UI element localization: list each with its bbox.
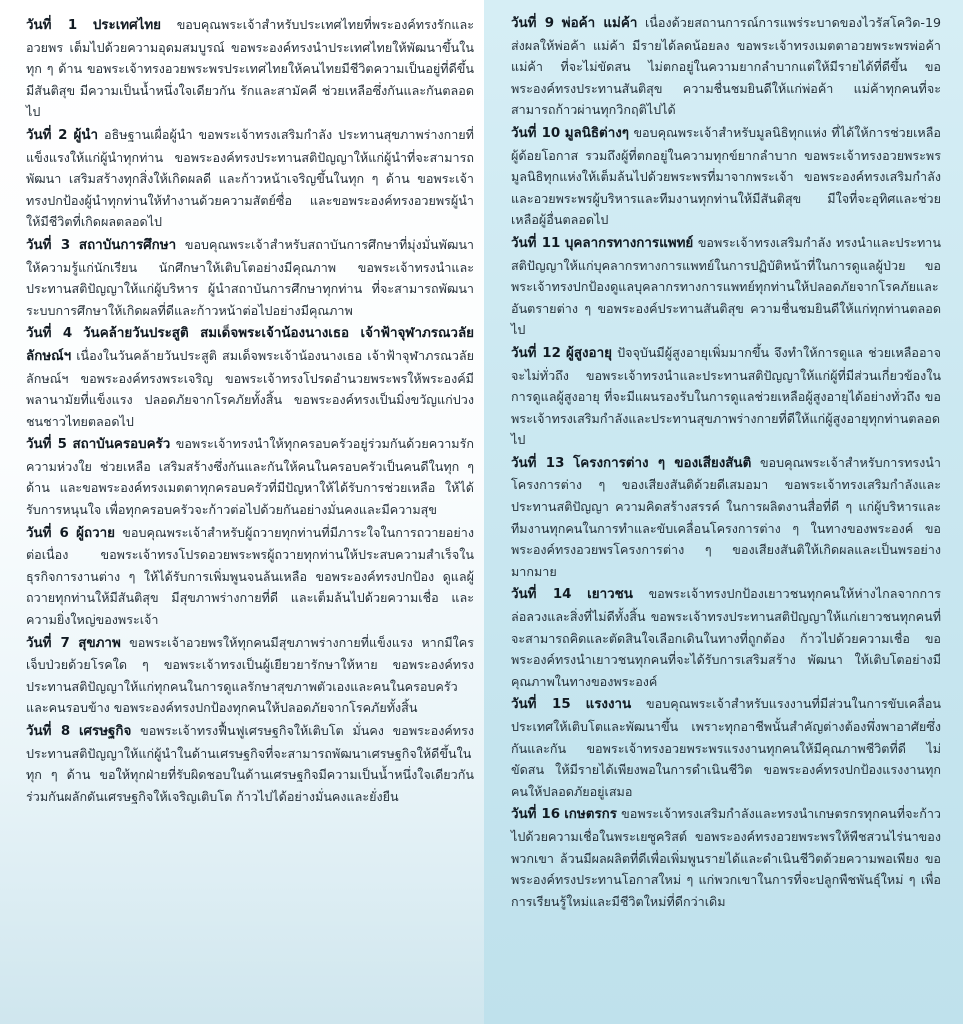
day-title: เกษตรกร [564, 807, 617, 823]
entry-text: ขอบคุณพระเจ้าสำหรับแรงงานที่มีส่วนในการขับเคลื่อนประเทศให้เติบโตและพัฒนาขึ้น เพราะทุกอาชีพนั้นสำคัญต่างต้องพึ่งพาอาศัยซึ่งกันและกัน ขอพระเจ้าทรงอวยพระพรแรงงานทุกคนให้มีคุณภาพชีวิตที่ดี ไม่ขัดสน ให้มีรายได้เพียงพอในการดำเนินชีวิต ขอพระองค์ทรงปกป้องแรงงานทุกคนให้ปลอดภัยอยู่เสมอ [511, 696, 941, 799]
prayer-entry-day-16 [511, 803, 941, 912]
day-title: เศรษฐกิจ [78, 724, 132, 739]
day-title: วันคล้ายวันประสูติ สมเด็จพระเจ้าน้องนางเธอ เจ้าฟ้าจุฬาภรณวลัยลักษณ์ฯ [26, 326, 474, 364]
entry-text: ขอบคุณพระเจ้าสำหรับการทรงนำโครงการต่าง ๆ ของเสียงสันติด้วยดีเสมอมา ขอพระเจ้าทรงเสริมกำลังและประทานสติปัญญา ความคิดสร้างสรรค์ ในการผลิตงานสื่อที่ดี ๆ แก่ผู้บริหารและทีมงานทุกคนในการทำและขับเคลื่อนโครงการต่าง ๆ ในทางของพระองค์ ขอพระองค์ทรงอวยพรโครงการต่าง ๆ ของเสียงสันติให้เกิดผลและเป็นพรอย่างมากมาย [511, 454, 941, 579]
day-title: บุคลากรทางการแพทย์ [564, 235, 694, 251]
day-title: สถาบันครอบครัว [72, 437, 171, 453]
prayer-entry-day-7 [26, 632, 474, 719]
day-label: วันที่ 15 [511, 697, 571, 713]
day-title: เยาวชน [587, 587, 633, 603]
day-title: ผู้ถวาย [76, 525, 115, 541]
prayer-entry-day-6 [26, 522, 474, 631]
day-label: วันที่ 7 [26, 635, 70, 651]
day-title: โครงการต่าง ๆ ของเสียงสันติ [573, 455, 752, 471]
entry-text: ขอพระเจ้าทรงเสริมกำลังและทรงนำเกษตรกรทุกคนที่จะก้าวไปด้วยความเชื่อในพระเยซูคริสต์ ขอพระองค์ทรงอวยพระพรให้พืชสวนไร่นาของพวกเขา ล้วนมีผลผลิตที่ดีเพื่อเพิ่มพูนรายได้และดำเนินชีวิตด้วยความพอเพียง ขอพระองค์ทรงประทานโอกาสใหม่ ๆ แก่พวกเขาในการที่จะปลูกพืชพันธุ์ใหม่ ๆ เพื่อการเรียนรู้ใหม่และมีชีวิตใหม่ที่ดีกว่าเดิม [511, 806, 941, 909]
prayer-entry-day-1 [26, 14, 474, 123]
day-title: แรงงาน [585, 697, 632, 713]
entry-text: ปัจจุบันมีผู้สูงอายุเพิ่มมากขึ้น จึงทำให้การดูแล ช่วยเหลืออาจจะไม่ทั่วถึง ขอพระเจ้าทรงนำและประทานสติปัญญาให้แก่ผู้ที่มีส่วนเกี่ยวข้องในการดูแลผู้สูงอายุ ที่จะมีแผนรองรับในการดูแลช่วยเหลือผู้สูงอายุได้อย่างทั่วถึง ขอพระเจ้าทรงเสริมกำลังและประทานสุขภาพร่างกายที่ดีให้แก่ผู้สูงอายุทุกท่านตลอดไป [511, 344, 942, 448]
entry-text: เนื่องด้วยสถานการณ์การแพร่ระบาดของไวรัสโควิด-19 ส่งผลให้พ่อค้า แม่ค้า มีรายได้ลดน้อยลง ขอพระเจ้าทรงเมตตาอวยพระพรพ่อค้า แม่ค้า ที่จะไม่ขัดสน ไม่ตกอยู่ในความยากลำบากแต่ให้มีรายได้ที่ดีขึ้น ขอพระองค์ทรงประทานสันติสุข ความชื่นชมยินดีให้แก่พ่อค้า แม่ค้าทุกคนที่จะสามารถก้าวผ่านทุกวิกฤติไปได้ [511, 15, 941, 118]
day-label: วันที่ 1 [26, 18, 78, 33]
day-label: วันที่ 6 [26, 525, 69, 541]
day-label: วันที่ 3 [26, 237, 71, 253]
prayer-entry-day-2 [26, 124, 474, 233]
prayer-entry-day-4 [26, 322, 474, 432]
day-label: วันที่ 14 [511, 587, 572, 603]
day-label: วันที่ 4 [26, 326, 73, 342]
day-title: ผู้นำ [73, 127, 99, 143]
prayer-entry-day-12 [511, 342, 941, 451]
entry-text: ขอบคุณพระเจ้าสำหรับมูลนิธิทุกแห่ง ที่ได้ให้การช่วยเหลือผู้ด้อยโอกาส รวมถึงผู้ที่ตกอยู่ในความทุกข์ยากลำบาก ขอพระเจ้าทรงอวยพระพรมูลนิธิทุกแห่งให้เต็มล้นไปด้วยพระพรที่มาจากพระเจ้า ขอพระองค์ทรงเสริมกำลังและอวยพระพรผู้บริหารและทีมงานทุกท่านให้มีสันติสุข มีใจที่จะอุทิศและช่วยเหลือผู้อื่นตลอดไป [511, 124, 941, 228]
prayer-entry-day-10 [511, 122, 941, 231]
day-label: วันที่ 12 [511, 345, 561, 361]
entry-text: ขอบคุณพระเจ้าสำหรับผู้ถวายทุกท่านที่มีภาระใจในการถวายอย่างต่อเนื่อง ขอพระเจ้าทรงโปรดอวยพระพรผู้ถวายทุกท่านให้ประสบความสำเร็จในธุรกิจการงานต่าง ๆ ให้ได้รับการเพิ่มพูนจนล้นเหลือ ขอพระองค์ทรงปกป้อง ดูแลผู้ถวายทุกท่านให้มีสันติสุข มีสุขภาพร่างกายที่ดี และเต็มล้นไปด้วยความเชื่อ และความยิ่งใหญ่ของพระเจ้า [26, 524, 474, 628]
prayer-entry-day-8 [26, 720, 474, 807]
entry-text: ขอพระเจ้าทรงเสริมกำลัง ทรงนำและประทานสติปัญญาให้แก่บุคลากรทางการแพทย์ในการปฏิบัติหน้าที่ในการดูแลผู้ป่วย ขอพระเจ้าทรงปกป้องดูแลบุคลากรทางการแพทย์ทุกท่านให้ปลอดภัยจากโรคภัยและอันตรายต่าง ๆ ขอพระองค์ประทานสันติสุข ความชื่นชมยินดีให้แก่ทุกท่านตลอดไป [511, 234, 941, 338]
prayer-entry-day-3 [26, 234, 474, 321]
day-title: มูลนิธิต่างๆ [564, 125, 629, 141]
day-label: วันที่ 10 [511, 125, 561, 141]
day-title: ผู้สูงอายุ [566, 345, 612, 361]
entry-text: ขอพระเจ้าอวยพรให้ทุกคนมีสุขภาพร่างกายที่แข็งแรง หากมีใครเจ็บป่วยด้วยโรคใด ๆ ขอพระเจ้าทรงเป็นผู้เยียวยารักษาให้หาย ขอพระองค์ทรงประทานสติปัญญาให้แก่ทุกคนในการดูแลรักษาสุขภาพตัวเองและคนในครอบครัวและคนรอบข้าง ขอพระองค์ทรงปกป้องทุกคนให้ปลอดภัยจากโรคภัยทั้งสิ้น [26, 634, 474, 716]
entry-text: ขอบคุณพระเจ้าสำหรับสถาบันการศึกษาที่มุ่งมั่นพัฒนา ให้ความรู้แก่นักเรียน นักศึกษาให้เติบโตอย่างมีคุณภาพ ขอพระเจ้าทรงนำและประทานสติปัญญาให้แก่ผู้บริหาร ผู้นำสถาบันการศึกษาทุกท่าน ที่จะสามารถพัฒนาระบบการศึกษาให้เกิดผลที่ดีและก้าวหน้าต่อไปอย่างมีคุณภาพ [26, 236, 474, 318]
entry-text: ขอบคุณพระเจ้าสำหรับประเทศไทยที่พระองค์ทรงรักและอวยพร เต็มไปด้วยความอุดมสมบูรณ์ ขอพระองค์ทรงนำประเทศไทยให้พัฒนาขึ้นในทุก ๆ ด้าน ขอพระเจ้าทรงอวยพระพรประเทศไทยให้คนไทยมีชีวิตความเป็นอยู่ที่ดีขึ้น มีสันติสุข มีความเป็นน้ำหนึ่งใจเดียวกัน รักและสามัคคี ช่วยเหลือซึ่งกันและกันตลอดไป [26, 17, 474, 120]
prayer-entry-day-14 [511, 583, 941, 692]
day-label: วันที่ 9 [511, 16, 555, 31]
day-label: วันที่ 2 [26, 127, 68, 143]
entry-text: ขอพระเจ้าทรงฟื้นฟูเศรษฐกิจให้เติบโต มั่นคง ขอพระองค์ทรงประทานสติปัญญาให้แก่ผู้นำในด้านเศรษฐกิจที่จะสามารถพัฒนาเศรษฐกิจให้ดีขึ้นในทุก ๆ ด้าน ขอให้ทุกฝ่ายที่รับผิดชอบในด้านเศรษฐกิจมีความเป็นน้ำหนึ่งใจเดียวกัน ร่วมกันผลักดันเศรษฐกิจให้เจริญเติบโต ก้าวไปได้อย่างมั่นคงและยั่งยืน [26, 723, 475, 804]
prayer-entry-day-11 [511, 232, 941, 341]
entry-text: ขอพระเจ้าทรงปกป้องเยาวชนทุกคนให้ห่างไกลจากการล่อลวงและสิ่งที่ไม่ดีทั้งสิ้น ขอพระเจ้าทรงประทานสติปัญญาให้แก่เยาวชนทุกคนที่จะสามารถคิดและตัดสินใจเลือกเดินในทางที่ถูกต้อง ก้าวไปด้วยความเชื่อ ขอพระองค์ทรงนำเยาวชนทุกคนที่จะได้รับการเสริมสร้าง พัฒนา ให้เติบโตอย่างมีคุณภาพในทางของพระองค์ [511, 586, 941, 689]
day-title: สุขภาพ [78, 635, 121, 651]
prayer-entry-day-13 [511, 452, 941, 583]
entry-text: เนื่องในวันคล้ายวันประสูติ สมเด็จพระเจ้าน้องนางเธอ เจ้าฟ้าจุฬาภรณวลัยลักษณ์ฯ ขอพระองค์ทรงพระเจริญ ขอพระเจ้าทรงโปรดอำนวยพระพรให้พระองค์มีพลานามัยที่แข็งแรง ปลอดภัยจากโรคภัยทั้งสิ้น ขอพระองค์ทรงเป็นมิ่งขวัญแก่ปวงชนชาวไทยตลอดไป [26, 347, 474, 429]
day-title: พ่อค้า แม่ค้า [561, 16, 638, 31]
day-label: วันที่ 16 [511, 807, 561, 823]
day-label: วันที่ 5 [26, 437, 67, 453]
prayer-entry-day-9 [511, 12, 941, 121]
day-label: วันที่ 11 [511, 235, 561, 251]
day-label: วันที่ 13 [511, 455, 565, 471]
prayer-entry-day-5 [26, 433, 474, 520]
right-column [484, 0, 963, 1024]
day-label: วันที่ 8 [26, 724, 71, 739]
entry-text: ขอพระเจ้าทรงนำให้ทุกครอบครัวอยู่ร่วมกันด้วยความรัก ความห่วงใย ช่วยเหลือ เสริมสร้างซึ่งกันและกันให้คนในครอบครัวเป็นคนดีในทุก ๆ ด้าน และขอพระองค์ทรงเมตตาทุกครอบครัวที่มีปัญหาให้ได้รับการช่วยเหลือ ให้ได้รับการหนุนใจ เพื่อทุกครอบครัวจะก้าวต่อไปด้วยกันอย่างมั่นคงและมีความสุข [26, 436, 474, 518]
entry-text: อธิษฐานเผื่อผู้นำ ขอพระเจ้าทรงเสริมกำลัง ประทานสุขภาพร่างกายที่แข็งแรงให้แก่ผู้นำทุกท่าน ขอพระองค์ทรงประทานสติปัญญาให้แก่ผู้นำที่จะสามารถพัฒนา เสริมสร้างทุกสิ่งให้เกิดผลดี และก้าวหน้าเจริญขึ้นในทุก ๆ ด้าน ขอพระเจ้าทรงปกป้องผู้นำทุกท่านให้ทำงานด้วยความสัตย์ซื่อ และขอพระองค์ทรงอวยพรผู้นำให้มีชีวิตที่เกิดผลตลอดไป [26, 126, 474, 230]
day-title: ประเทศไทย [92, 18, 162, 33]
day-title: สถาบันการศึกษา [78, 237, 177, 253]
prayer-entry-day-15 [511, 693, 941, 802]
